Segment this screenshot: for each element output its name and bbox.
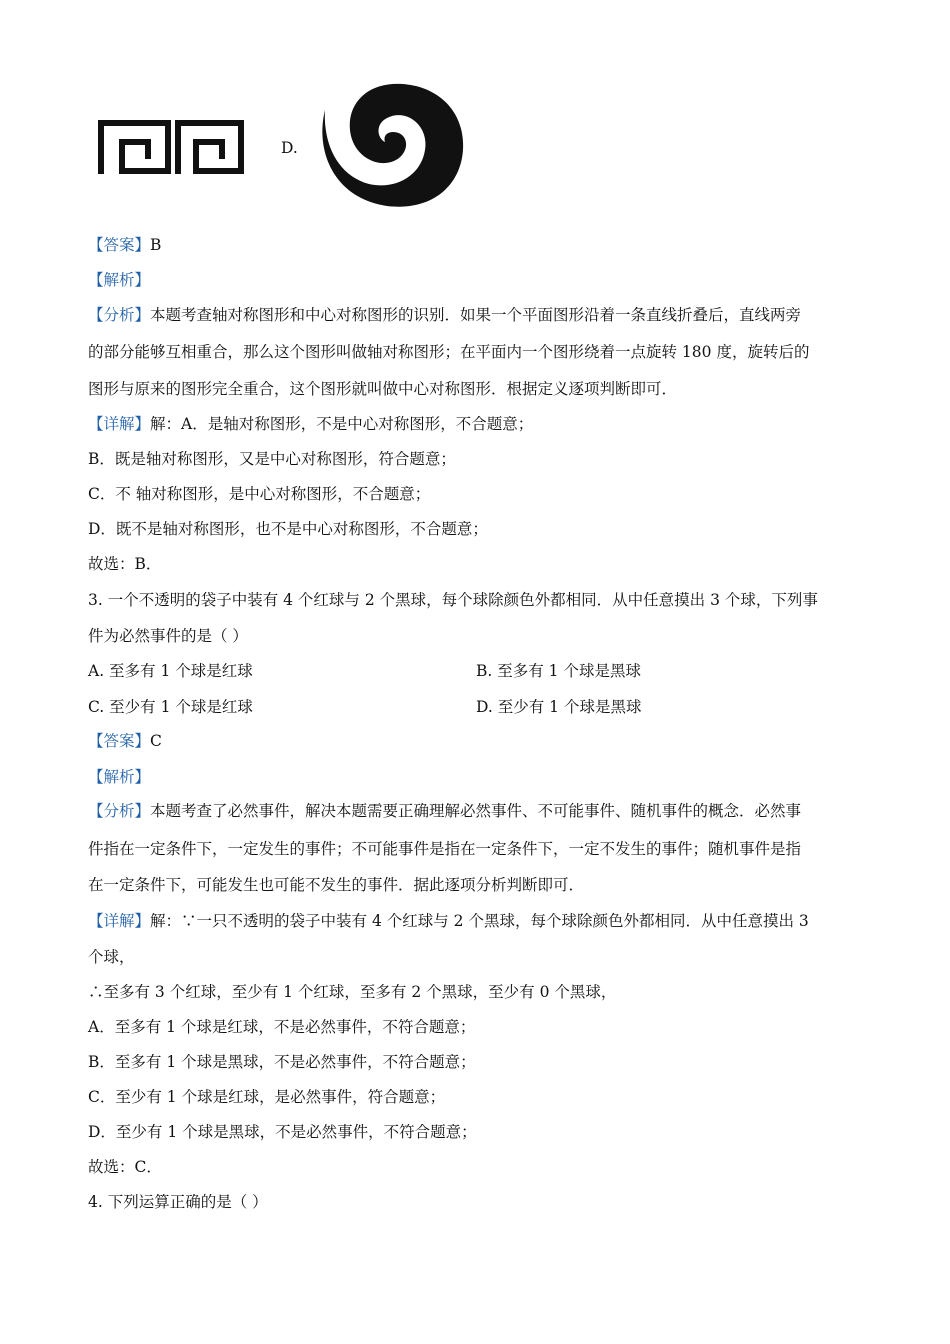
answer-tag: 【答案】 <box>88 732 151 750</box>
q4-stem: 4. 下列运算正确的是（ ） <box>88 1193 268 1211</box>
q3-stem-line: 3. 一个不透明的袋子中装有 4 个红球与 2 个黑球，每个球除颜色外都相同．从中任意摸出 3 个球，下列事 <box>88 591 818 609</box>
section-tag: 【分析】 <box>88 306 151 324</box>
q2-detail-line: 【详解】解：A．是轴对称图形，不是中心对称图形，不合题意； <box>88 415 534 433</box>
q3-analysis-tag: 【解析】 <box>88 768 151 786</box>
q2-detail-line: D．既不是轴对称图形，也不是中心对称图形，不合题意； <box>88 520 488 538</box>
q3-option-c: C. 至少有 1 个球是红球 <box>88 698 253 716</box>
q3-detail-line: C．至少有 1 个球是红球，是必然事件，符合题意； <box>88 1088 446 1106</box>
q3-analysis-line: 件指在一定条件下，一定发生的事件；不可能事件是指在一定条件下，一定不发生的事件；随机事件是指 <box>88 840 802 858</box>
answer-value: C <box>150 732 162 750</box>
answer-value: B <box>150 236 162 254</box>
q3-detail-line: 个球， <box>88 948 135 966</box>
q2-detail-line: C．不 轴对称图形，是中心对称图形，不合题意； <box>88 485 431 503</box>
q3-option-b: B. 至多有 1 个球是黑球 <box>476 662 641 680</box>
q2-analysis-line: 【分析】本题考查轴对称图形和中心对称图形的识别．如果一个平面图形沿着一条直线折叠后，直线两旁 <box>88 306 802 324</box>
q3-option-d: D. 至少有 1 个球是黑球 <box>476 698 642 716</box>
q2-answer <box>88 235 161 255</box>
section-tag: 【分析】 <box>88 802 151 820</box>
q3-option-a: A. 至多有 1 个球是红球 <box>88 662 253 680</box>
q2-analysis-line: 图形与原来的图形完全重合，这个图形就叫做中心对称图形．根据定义逐项判断即可． <box>88 380 678 398</box>
q2-analysis-line: 的部分能够互相重合，那么这个图形叫做轴对称图形；在平面内一个图形绕着一点旋转 180 度，旋转后的 <box>88 343 810 361</box>
q3-analysis-line: 【分析】本题考查了必然事件，解决本题需要正确理解必然事件、不可能事件、随机事件的概念．必然事 <box>88 802 802 820</box>
q2-analysis-tag: 【解析】 <box>88 271 151 289</box>
answer-tag: 【答案】 <box>88 236 151 254</box>
q3-detail-line: 故选：C． <box>88 1158 162 1176</box>
q3-detail-line: A．至多有 1 个球是红球，不是必然事件，不符合题意； <box>88 1018 476 1036</box>
spiral-figure <box>315 80 467 212</box>
q3-stem-line: 件为必然事件的是（ ） <box>88 627 248 645</box>
section-tag: 【详解】 <box>88 415 151 433</box>
q3-detail-line: 【详解】解：∵一只不透明的袋子中装有 4 个红球与 2 个黑球，每个球除颜色外都相同．从中任意摸出 3 <box>88 912 809 930</box>
q3-detail-line: B．至多有 1 个球是黑球，不是必然事件，不符合题意； <box>88 1053 476 1071</box>
section-tag: 【详解】 <box>88 912 151 930</box>
option-d-figure-label: D. <box>281 139 298 157</box>
q3-answer <box>88 731 162 751</box>
q3-detail-line: ∴至多有 3 个红球，至少有 1 个红球，至多有 2 个黑球，至少有 0 个黑球， <box>88 983 617 1001</box>
q3-analysis-line: 在一定条件下，可能发生也可能不发生的事件．据此逐项分析判断即可． <box>88 876 585 894</box>
q2-detail-line: B．既是轴对称图形，又是中心对称图形，符合题意； <box>88 450 456 468</box>
q2-detail-line: 故选：B． <box>88 555 162 573</box>
q3-detail-line: D．至少有 1 个球是黑球，不是必然事件，不符合题意； <box>88 1123 477 1141</box>
key-pattern-figure <box>98 118 248 178</box>
